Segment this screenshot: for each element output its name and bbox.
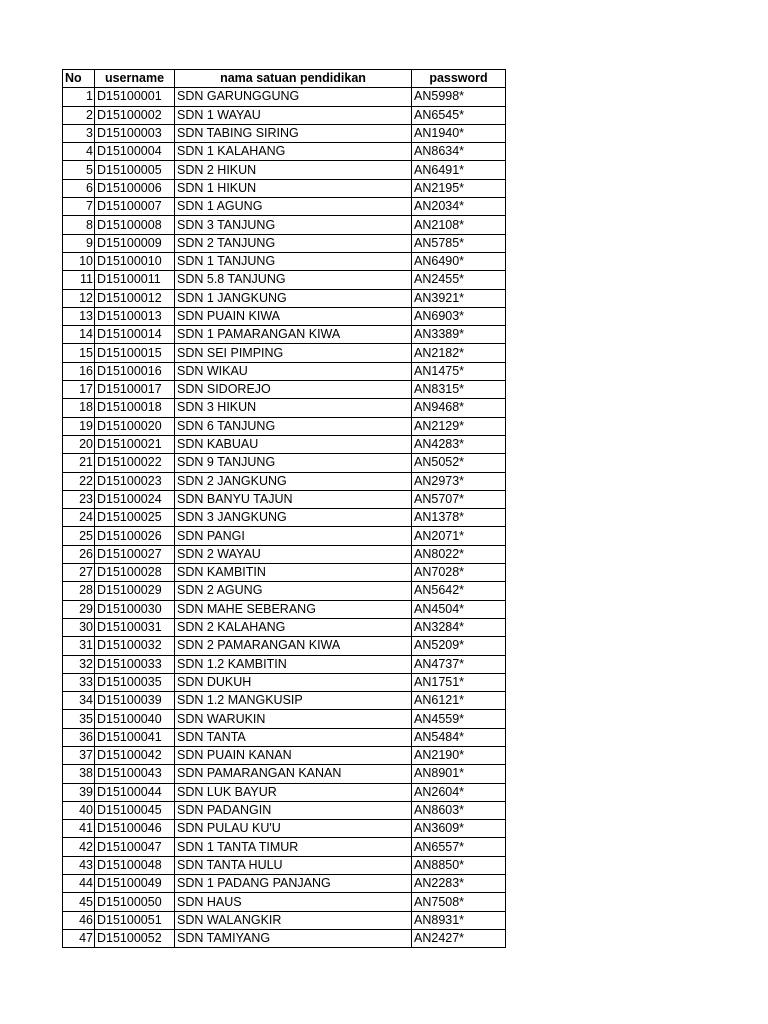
school-name-cell: SDN 3 JANGKUNG xyxy=(175,509,412,527)
password-cell: AN1378* xyxy=(412,509,506,527)
school-name-cell: SDN TANTA xyxy=(175,728,412,746)
password-cell: AN2071* xyxy=(412,527,506,545)
username-cell: D15100044 xyxy=(95,783,175,801)
password-cell: AN2034* xyxy=(412,198,506,216)
username-cell: D15100008 xyxy=(95,216,175,234)
table-row xyxy=(63,545,506,563)
school-name-cell: SDN WARUKIN xyxy=(175,710,412,728)
school-name-cell: SDN 1.2 KAMBITIN xyxy=(175,655,412,673)
school-name-cell: SDN 1 TANTA TIMUR xyxy=(175,838,412,856)
table-row xyxy=(63,600,506,618)
row-number: 29 xyxy=(63,600,95,618)
username-cell: D15100023 xyxy=(95,472,175,490)
username-cell: D15100003 xyxy=(95,124,175,142)
row-number: 32 xyxy=(63,655,95,673)
school-name-cell: SDN 5.8 TANJUNG xyxy=(175,271,412,289)
school-name-cell: SDN WIKAU xyxy=(175,362,412,380)
school-name-cell: SDN 1 WAYAU xyxy=(175,106,412,124)
school-name-cell: SDN 1 TANJUNG xyxy=(175,252,412,270)
username-cell: D15100018 xyxy=(95,399,175,417)
password-cell: AN2283* xyxy=(412,875,506,893)
username-cell: D15100004 xyxy=(95,143,175,161)
row-number: 7 xyxy=(63,198,95,216)
table-row xyxy=(63,911,506,929)
username-cell: D15100002 xyxy=(95,106,175,124)
password-cell: AN5785* xyxy=(412,234,506,252)
username-cell: D15100027 xyxy=(95,545,175,563)
password-cell: AN6545* xyxy=(412,106,506,124)
username-cell: D15100041 xyxy=(95,728,175,746)
username-cell: D15100035 xyxy=(95,673,175,691)
password-cell: AN6490* xyxy=(412,252,506,270)
school-name-cell: SDN 2 TANJUNG xyxy=(175,234,412,252)
school-name-cell: SDN 3 HIKUN xyxy=(175,399,412,417)
school-name-cell: SDN PANGI xyxy=(175,527,412,545)
table-row xyxy=(63,728,506,746)
password-cell: AN5998* xyxy=(412,88,506,106)
row-number: 5 xyxy=(63,161,95,179)
row-number: 9 xyxy=(63,234,95,252)
row-number: 14 xyxy=(63,326,95,344)
password-cell: AN3389* xyxy=(412,326,506,344)
username-cell: D15100012 xyxy=(95,289,175,307)
password-cell: AN9468* xyxy=(412,399,506,417)
row-number: 15 xyxy=(63,344,95,362)
username-cell: D15100030 xyxy=(95,600,175,618)
school-name-cell: SDN SEI PIMPING xyxy=(175,344,412,362)
password-cell: AN3609* xyxy=(412,820,506,838)
row-number: 8 xyxy=(63,216,95,234)
row-number: 3 xyxy=(63,124,95,142)
table-row xyxy=(63,252,506,270)
username-cell: D15100022 xyxy=(95,454,175,472)
school-name-cell: SDN TABING SIRING xyxy=(175,124,412,142)
row-number: 43 xyxy=(63,856,95,874)
password-cell: AN8315* xyxy=(412,381,506,399)
table-row xyxy=(63,143,506,161)
username-cell: D15100011 xyxy=(95,271,175,289)
password-cell: AN7508* xyxy=(412,893,506,911)
password-cell: AN8603* xyxy=(412,801,506,819)
table-row xyxy=(63,856,506,874)
school-name-cell: SDN 1 JANGKUNG xyxy=(175,289,412,307)
password-cell: AN8850* xyxy=(412,856,506,874)
row-number: 19 xyxy=(63,417,95,435)
row-number: 41 xyxy=(63,820,95,838)
school-name-cell: SDN 1 PADANG PANJANG xyxy=(175,875,412,893)
password-cell: AN2108* xyxy=(412,216,506,234)
password-cell: AN7028* xyxy=(412,564,506,582)
table-row xyxy=(63,161,506,179)
table-row xyxy=(63,399,506,417)
table-row xyxy=(63,289,506,307)
password-cell: AN2604* xyxy=(412,783,506,801)
password-cell: AN4504* xyxy=(412,600,506,618)
username-cell: D15100051 xyxy=(95,911,175,929)
password-cell: AN6903* xyxy=(412,307,506,325)
header-row xyxy=(63,70,506,88)
username-cell: D15100040 xyxy=(95,710,175,728)
table-header xyxy=(63,70,506,88)
username-cell: D15100006 xyxy=(95,179,175,197)
password-cell: AN4283* xyxy=(412,435,506,453)
table-row xyxy=(63,435,506,453)
row-number: 21 xyxy=(63,454,95,472)
username-cell: D15100017 xyxy=(95,381,175,399)
school-name-cell: SDN 1 PAMARANGAN KIWA xyxy=(175,326,412,344)
school-name-cell: SDN HAUS xyxy=(175,893,412,911)
school-name-cell: SDN 2 HIKUN xyxy=(175,161,412,179)
row-number: 18 xyxy=(63,399,95,417)
row-number: 45 xyxy=(63,893,95,911)
password-cell: AN5642* xyxy=(412,582,506,600)
row-number: 31 xyxy=(63,637,95,655)
row-number: 33 xyxy=(63,673,95,691)
username-cell: D15100014 xyxy=(95,326,175,344)
school-name-cell: SDN 1 AGUNG xyxy=(175,198,412,216)
password-cell: AN2973* xyxy=(412,472,506,490)
username-cell: D15100025 xyxy=(95,509,175,527)
table-row xyxy=(63,179,506,197)
username-cell: D15100029 xyxy=(95,582,175,600)
table-row xyxy=(63,216,506,234)
school-name-cell: SDN 1 KALAHANG xyxy=(175,143,412,161)
password-cell: AN2455* xyxy=(412,271,506,289)
table-row xyxy=(63,124,506,142)
table-row xyxy=(63,783,506,801)
table-row xyxy=(63,454,506,472)
row-number: 47 xyxy=(63,929,95,947)
row-number: 42 xyxy=(63,838,95,856)
username-cell: D15100048 xyxy=(95,856,175,874)
username-cell: D15100013 xyxy=(95,307,175,325)
password-cell: AN5052* xyxy=(412,454,506,472)
school-name-cell: SDN DUKUH xyxy=(175,673,412,691)
row-number: 22 xyxy=(63,472,95,490)
row-number: 6 xyxy=(63,179,95,197)
row-number: 35 xyxy=(63,710,95,728)
row-number: 13 xyxy=(63,307,95,325)
table-row xyxy=(63,765,506,783)
username-cell: D15100007 xyxy=(95,198,175,216)
row-number: 46 xyxy=(63,911,95,929)
row-number: 4 xyxy=(63,143,95,161)
school-name-cell: SDN 2 KALAHANG xyxy=(175,618,412,636)
row-number: 12 xyxy=(63,289,95,307)
password-cell: AN2129* xyxy=(412,417,506,435)
password-cell: AN2427* xyxy=(412,929,506,947)
password-cell: AN5707* xyxy=(412,490,506,508)
row-number: 27 xyxy=(63,564,95,582)
school-name-cell: SDN 6 TANJUNG xyxy=(175,417,412,435)
school-name-cell: SDN 2 WAYAU xyxy=(175,545,412,563)
table-row xyxy=(63,673,506,691)
row-number: 2 xyxy=(63,106,95,124)
username-cell: D15100010 xyxy=(95,252,175,270)
username-cell: D15100049 xyxy=(95,875,175,893)
header-school-name: nama satuan pendidikan xyxy=(175,70,412,88)
table-body xyxy=(63,88,506,948)
table-row xyxy=(63,490,506,508)
password-cell: AN3284* xyxy=(412,618,506,636)
username-cell: D15100020 xyxy=(95,417,175,435)
school-name-cell: SDN PUAIN KANAN xyxy=(175,746,412,764)
username-cell: D15100001 xyxy=(95,88,175,106)
school-name-cell: SDN BANYU TAJUN xyxy=(175,490,412,508)
username-cell: D15100033 xyxy=(95,655,175,673)
username-cell: D15100016 xyxy=(95,362,175,380)
school-name-cell: SDN KAMBITIN xyxy=(175,564,412,582)
row-number: 36 xyxy=(63,728,95,746)
school-name-cell: SDN 1.2 MANGKUSIP xyxy=(175,692,412,710)
table-row xyxy=(63,875,506,893)
school-name-cell: SDN MAHE SEBERANG xyxy=(175,600,412,618)
header-no: No xyxy=(63,70,95,88)
username-cell: D15100045 xyxy=(95,801,175,819)
table-row xyxy=(63,801,506,819)
school-name-cell: SDN TANTA HULU xyxy=(175,856,412,874)
password-cell: AN1475* xyxy=(412,362,506,380)
username-cell: D15100047 xyxy=(95,838,175,856)
password-cell: AN8634* xyxy=(412,143,506,161)
row-number: 1 xyxy=(63,88,95,106)
table-row xyxy=(63,618,506,636)
credentials-table xyxy=(62,69,506,948)
table-row xyxy=(63,344,506,362)
username-cell: D15100032 xyxy=(95,637,175,655)
school-name-cell: SDN 9 TANJUNG xyxy=(175,454,412,472)
table-row xyxy=(63,381,506,399)
table-row xyxy=(63,417,506,435)
row-number: 30 xyxy=(63,618,95,636)
row-number: 28 xyxy=(63,582,95,600)
school-name-cell: SDN PADANGIN xyxy=(175,801,412,819)
school-name-cell: SDN TAMIYANG xyxy=(175,929,412,947)
table-row xyxy=(63,692,506,710)
row-number: 34 xyxy=(63,692,95,710)
school-name-cell: SDN 2 PAMARANGAN KIWA xyxy=(175,637,412,655)
username-cell: D15100005 xyxy=(95,161,175,179)
password-cell: AN1751* xyxy=(412,673,506,691)
school-name-cell: SDN WALANGKIR xyxy=(175,911,412,929)
password-cell: AN8022* xyxy=(412,545,506,563)
password-cell: AN4559* xyxy=(412,710,506,728)
table-row xyxy=(63,234,506,252)
password-cell: AN3921* xyxy=(412,289,506,307)
password-cell: AN5209* xyxy=(412,637,506,655)
password-cell: AN2182* xyxy=(412,344,506,362)
table-row xyxy=(63,582,506,600)
school-name-cell: SDN 2 AGUNG xyxy=(175,582,412,600)
table-row xyxy=(63,88,506,106)
table-row xyxy=(63,271,506,289)
row-number: 40 xyxy=(63,801,95,819)
username-cell: D15100046 xyxy=(95,820,175,838)
table-row xyxy=(63,838,506,856)
password-cell: AN6557* xyxy=(412,838,506,856)
row-number: 16 xyxy=(63,362,95,380)
password-cell: AN8901* xyxy=(412,765,506,783)
school-name-cell: SDN KABUAU xyxy=(175,435,412,453)
school-name-cell: SDN PAMARANGAN KANAN xyxy=(175,765,412,783)
school-name-cell: SDN SIDOREJO xyxy=(175,381,412,399)
school-name-cell: SDN PULAU KU'U xyxy=(175,820,412,838)
table-row xyxy=(63,527,506,545)
table-row xyxy=(63,472,506,490)
row-number: 17 xyxy=(63,381,95,399)
row-number: 11 xyxy=(63,271,95,289)
username-cell: D15100043 xyxy=(95,765,175,783)
table-row xyxy=(63,198,506,216)
password-cell: AN4737* xyxy=(412,655,506,673)
row-number: 39 xyxy=(63,783,95,801)
table-row xyxy=(63,362,506,380)
table-row xyxy=(63,893,506,911)
username-cell: D15100031 xyxy=(95,618,175,636)
table-row xyxy=(63,637,506,655)
row-number: 23 xyxy=(63,490,95,508)
row-number: 24 xyxy=(63,509,95,527)
school-name-cell: SDN 1 HIKUN xyxy=(175,179,412,197)
header-password: password xyxy=(412,70,506,88)
username-cell: D15100015 xyxy=(95,344,175,362)
row-number: 25 xyxy=(63,527,95,545)
table-row xyxy=(63,564,506,582)
password-cell: AN2190* xyxy=(412,746,506,764)
table-row xyxy=(63,710,506,728)
username-cell: D15100028 xyxy=(95,564,175,582)
username-cell: D15100052 xyxy=(95,929,175,947)
row-number: 38 xyxy=(63,765,95,783)
row-number: 37 xyxy=(63,746,95,764)
username-cell: D15100021 xyxy=(95,435,175,453)
row-number: 20 xyxy=(63,435,95,453)
password-cell: AN6121* xyxy=(412,692,506,710)
table-row xyxy=(63,655,506,673)
school-name-cell: SDN 2 JANGKUNG xyxy=(175,472,412,490)
username-cell: D15100026 xyxy=(95,527,175,545)
school-name-cell: SDN PUAIN KIWA xyxy=(175,307,412,325)
row-number: 44 xyxy=(63,875,95,893)
school-name-cell: SDN LUK BAYUR xyxy=(175,783,412,801)
username-cell: D15100050 xyxy=(95,893,175,911)
password-cell: AN6491* xyxy=(412,161,506,179)
school-name-cell: SDN GARUNGGUNG xyxy=(175,88,412,106)
username-cell: D15100039 xyxy=(95,692,175,710)
row-number: 26 xyxy=(63,545,95,563)
password-cell: AN2195* xyxy=(412,179,506,197)
table-row xyxy=(63,746,506,764)
password-cell: AN8931* xyxy=(412,911,506,929)
table-row xyxy=(63,929,506,947)
username-cell: D15100042 xyxy=(95,746,175,764)
password-cell: AN5484* xyxy=(412,728,506,746)
header-username: username xyxy=(95,70,175,88)
username-cell: D15100024 xyxy=(95,490,175,508)
username-cell: D15100009 xyxy=(95,234,175,252)
table-row xyxy=(63,326,506,344)
table-row xyxy=(63,509,506,527)
table-row xyxy=(63,307,506,325)
password-cell: AN1940* xyxy=(412,124,506,142)
school-name-cell: SDN 3 TANJUNG xyxy=(175,216,412,234)
table-row xyxy=(63,820,506,838)
row-number: 10 xyxy=(63,252,95,270)
table-row xyxy=(63,106,506,124)
